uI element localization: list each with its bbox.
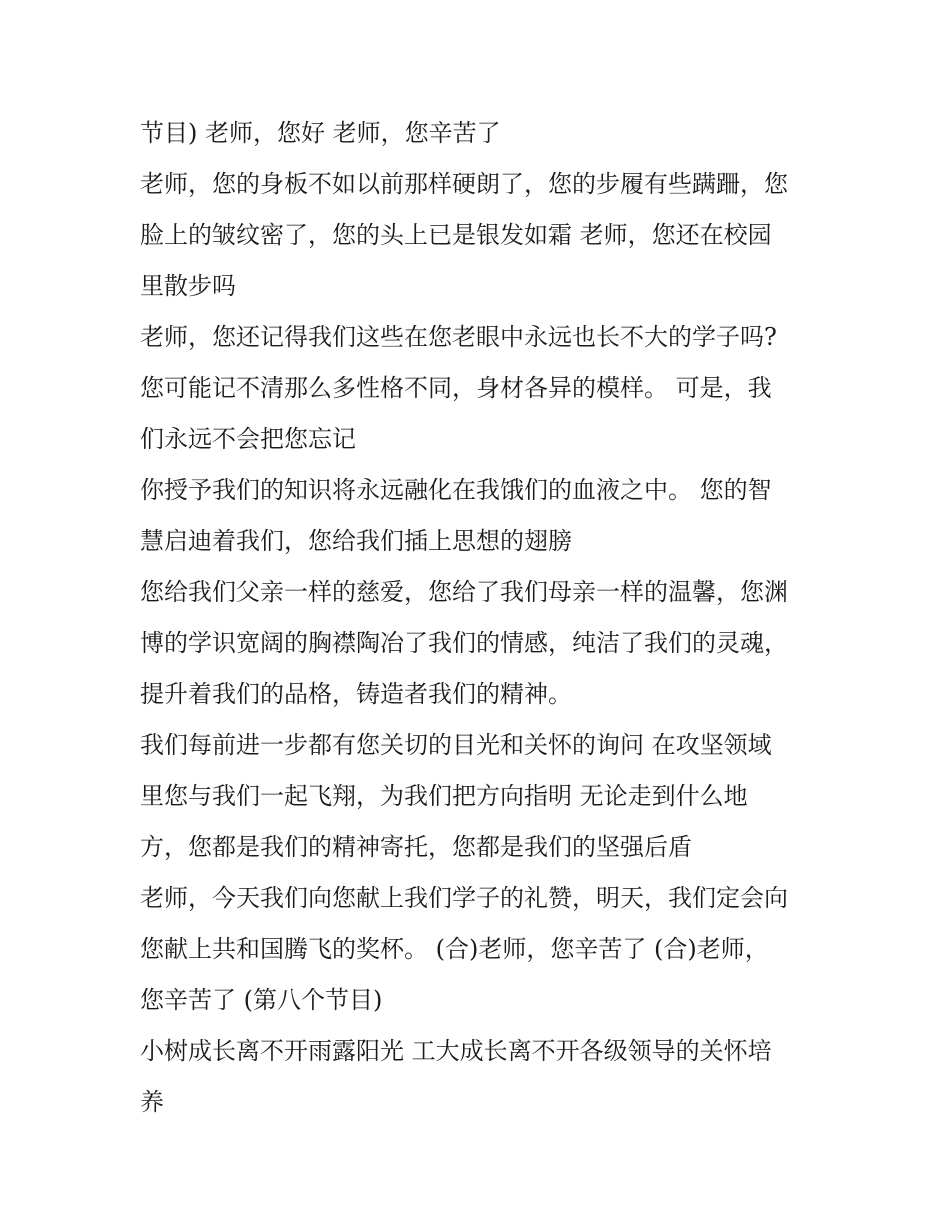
- text-line: 你授予我们的知识将永远融化在我饿们的血液之中。 您的智: [140, 476, 772, 504]
- text-line: 节目) 老师，您好 老师，您辛苦了: [140, 119, 501, 147]
- body-text: [140, 108, 820, 1128]
- text-line: 养: [140, 1088, 164, 1116]
- text-line: 老师，今天我们向您献上我们学子的礼赞，明天，我们定会向: [140, 884, 788, 912]
- text-line: 您可能记不清那么多性格不同，身材各异的模样。 可是，我: [140, 374, 772, 402]
- text-line: 老师，您的身板不如以前那样硬朗了，您的步履有些蹒跚，您: [140, 170, 788, 198]
- text-line: 们永远不会把您忘记: [140, 425, 356, 453]
- text-line: 慧启迪着我们，您给我们插上思想的翅膀: [140, 527, 572, 555]
- text-line: 我们每前进一步都有您关切的目光和关怀的询问 在攻坚领域: [140, 731, 772, 759]
- text-line: 里您与我们一起飞翔，为我们把方向指明 无论走到什么地: [140, 782, 748, 810]
- text-line: 博的学识宽阔的胸襟陶冶了我们的情感，纯洁了我们的灵魂，: [140, 629, 788, 657]
- text-line: 您辛苦了 (第八个节目): [140, 986, 383, 1014]
- text-line: 您给我们父亲一样的慈爱，您给了我们母亲一样的温馨，您渊: [140, 578, 788, 606]
- text-line: 里散步吗: [140, 272, 236, 300]
- text-line: 脸上的皱纹密了，您的头上已是银发如霜 老师，您还在校园: [140, 221, 772, 249]
- text-line: 老师，您还记得我们这些在您老眼中永远也长不大的学子吗?: [140, 323, 777, 351]
- text-line: 方，您都是我们的精神寄托，您都是我们的坚强后盾: [140, 833, 692, 861]
- text-line: 小树成长离不开雨露阳光 工大成长离不开各级领导的关怀培: [140, 1037, 772, 1065]
- text-line: 您献上共和国腾飞的奖杯。 (合)老师，您辛苦了 (合)老师，: [140, 935, 769, 963]
- text-line: 提升着我们的品格，铸造者我们的精神。: [140, 680, 572, 708]
